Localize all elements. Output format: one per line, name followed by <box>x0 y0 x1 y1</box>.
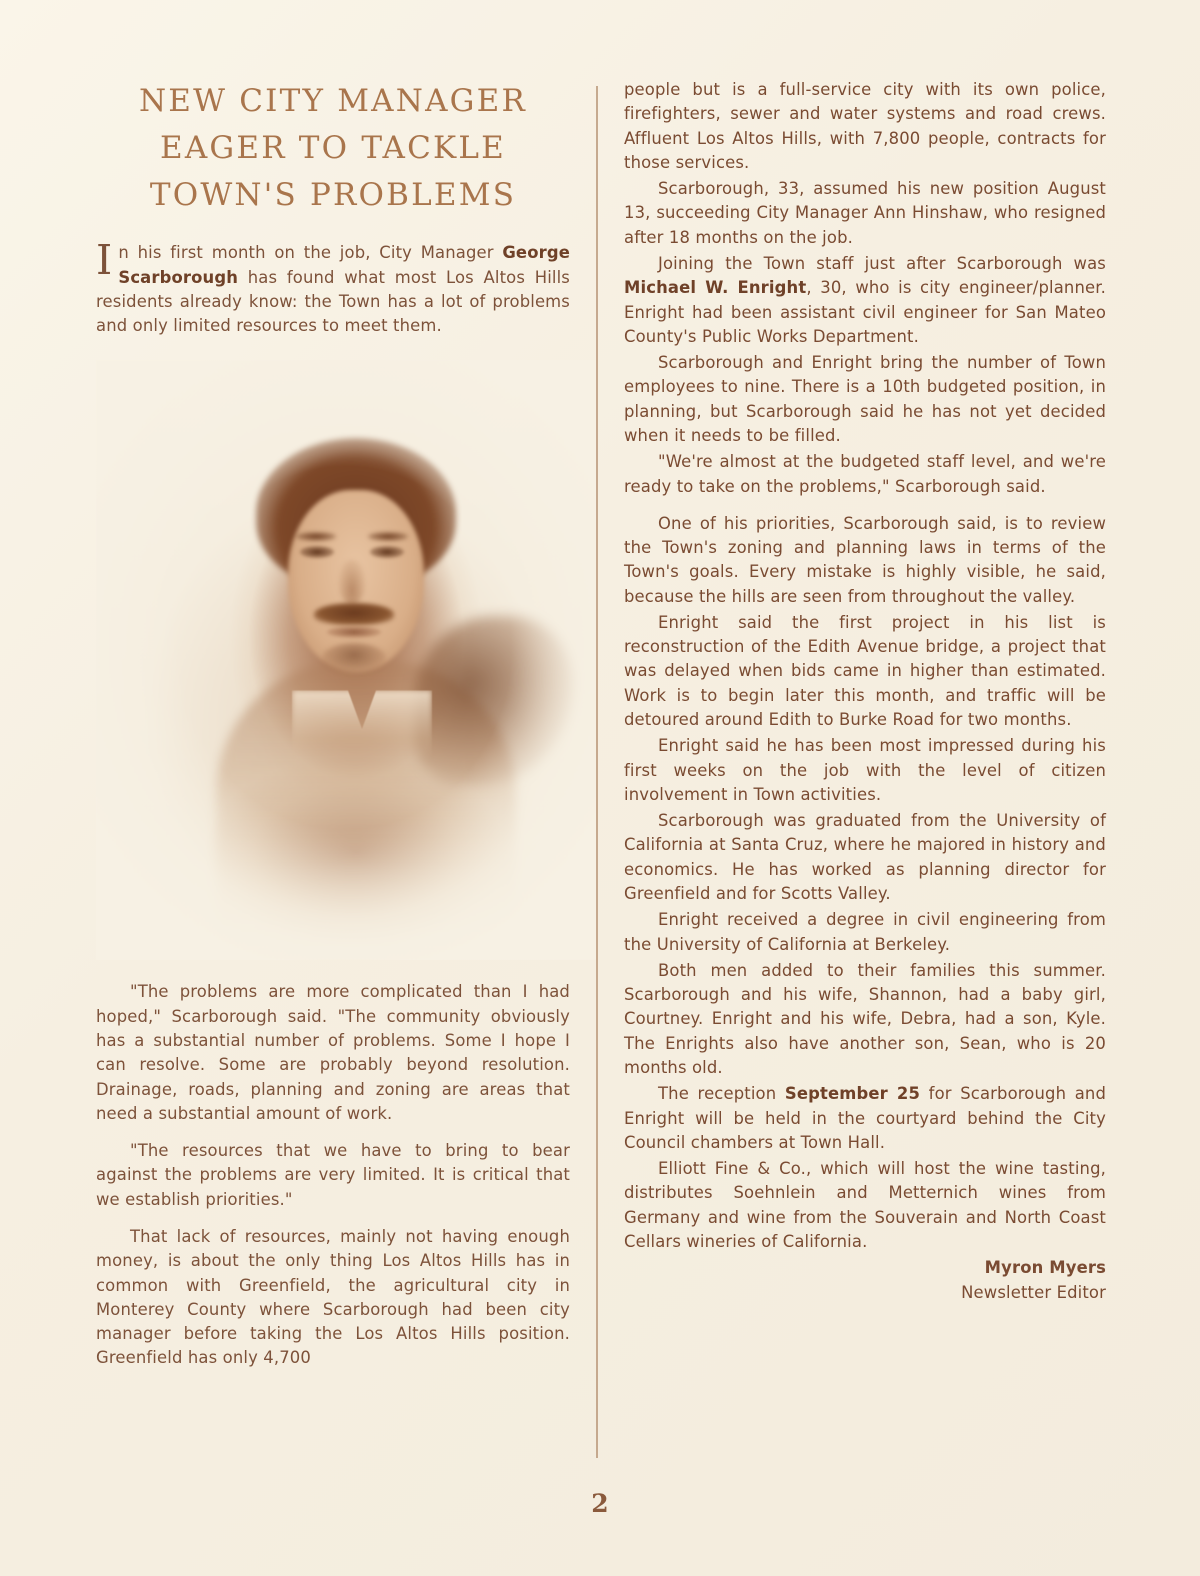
right-paragraph-11: Both men added to their families this summer. Scarborough and his wife, Shannon, had a baby girl, Courtney. Enright and his wife, Debra, had a son, Kyle. The Enrights also have another son, Sean, who is 20 months old. <box>624 960 1106 1077</box>
lede-paragraph <box>96 236 570 338</box>
byline-title: Newsletter Editor <box>961 1282 1106 1302</box>
lede-text: n his first month on the job, City Manager George Scarborough has found what most Los Altos Hills residents already know: the Town has a lot of problems and only limited resources to meet them. <box>96 243 570 336</box>
right-paragraph-13: Elliott Fine & Co., which will host the wine tasting, distributes Soehnlein and Metternich wines from Germany and wine from the Souverain and North Coast Cellars wineries of California. <box>624 1159 1106 1251</box>
byline-name: Myron Myers <box>984 1258 1106 1278</box>
right-paragraph-9: Scarborough was graduated from the University of California at Santa Cruz, where he majored in history and economics. He has worked as planning director for Greenfield and for Scotts Valley. <box>624 811 1106 903</box>
right-paragraph-6: One of his priorities, Scarborough said, is to review the Town's zoning and planning laws in terms of the Town's goals. Every mistake is highly visible, he said, because the hills are seen from throughout the valley. <box>624 513 1106 606</box>
drop-cap: I <box>96 236 113 285</box>
right-paragraph-3: Joining the Town staff just after Scarborough was Michael W. Enright, 30, who is city engineer/planner. Enright had been assistant civil engineer for San Mateo County's Public Works Department. <box>624 253 1106 346</box>
page-title <box>96 78 570 219</box>
page-number: 2 <box>591 1489 609 1518</box>
photo-background <box>96 360 596 960</box>
article-columns <box>96 78 1106 1468</box>
headline-line-3: TOWN'S PROBLEMS <box>149 177 517 214</box>
left-column <box>96 78 596 1468</box>
emphasis: September 25 <box>784 1084 921 1104</box>
right-column <box>598 78 1106 1468</box>
right-paragraph-10: Enright received a degree in civil engineering from the University of California at Berkeley. <box>624 910 1106 954</box>
left-paragraph-3: That lack of resources, mainly not having enough money, is about the only thing Los Altos Hills has in common with Greenfield, the agricultural city in Monterey County where Scarborough had been city manager before taking the Los Altos Hills position. Greenfield has only 4,700 <box>96 1226 570 1368</box>
right-paragraph-2: Scarborough, 33, assumed his new position August 13, succeeding City Manager Ann Hinshaw, who resigned after 18 months on the job. <box>624 179 1106 247</box>
headline-line-2: EAGER TO TACKLE <box>159 130 506 167</box>
right-paragraph-4: Scarborough and Enright bring the number of Town employees to nine. There is a 10th budgeted position, in planning, but Scarborough said he has not yet decided when it needs to be filled. <box>624 353 1106 445</box>
portrait-photo <box>96 360 596 960</box>
headline-line-1: NEW CITY MANAGER <box>138 83 527 119</box>
right-paragraph-12: The reception September 25 for Scarborough and Enright will be held in the courtyard behind the City Council chambers at Town Hall. <box>624 1084 1106 1152</box>
right-paragraph-1: people but is a full-service city with its own police, firefighters, sewer and water systems and road crews. Affluent Los Altos Hills, with 7,800 people, contracts for those services. <box>624 80 1106 172</box>
right-paragraph-8: Enright said he has been most impressed during his first weeks on the job with the level of citizen involvement in Town activities. <box>624 736 1106 804</box>
right-paragraph-7: Enright said the first project in his list is reconstruction of the Edith Avenue bridge, a project that was delayed when bids came in higher than estimated. Work is to begin later this month, and traffic will be detoured around Edith to Burke Road for two months. <box>624 612 1106 730</box>
column-divider <box>596 86 598 1458</box>
left-paragraph-2: "The resources that we have to bring to bear against the problems are very limited. It is critical that we establish priorities." <box>96 1141 570 1209</box>
emphasis: George Scarborough <box>118 243 570 287</box>
emphasis: Michael W. Enright <box>624 278 807 298</box>
left-paragraph-1: "The problems are more complicated than I had hoped," Scarborough said. "The community obviously has a substantial number of problems. Some I hope I can resolve. Some are probably beyond resolution. Drainage, roads, planning and zoning are areas that need a substantial amount of work. <box>96 982 570 1123</box>
photo-vignette <box>96 360 596 960</box>
right-paragraph-5: "We're almost at the budgeted staff level, and we're ready to take on the problems," Scarborough said. <box>624 452 1106 496</box>
